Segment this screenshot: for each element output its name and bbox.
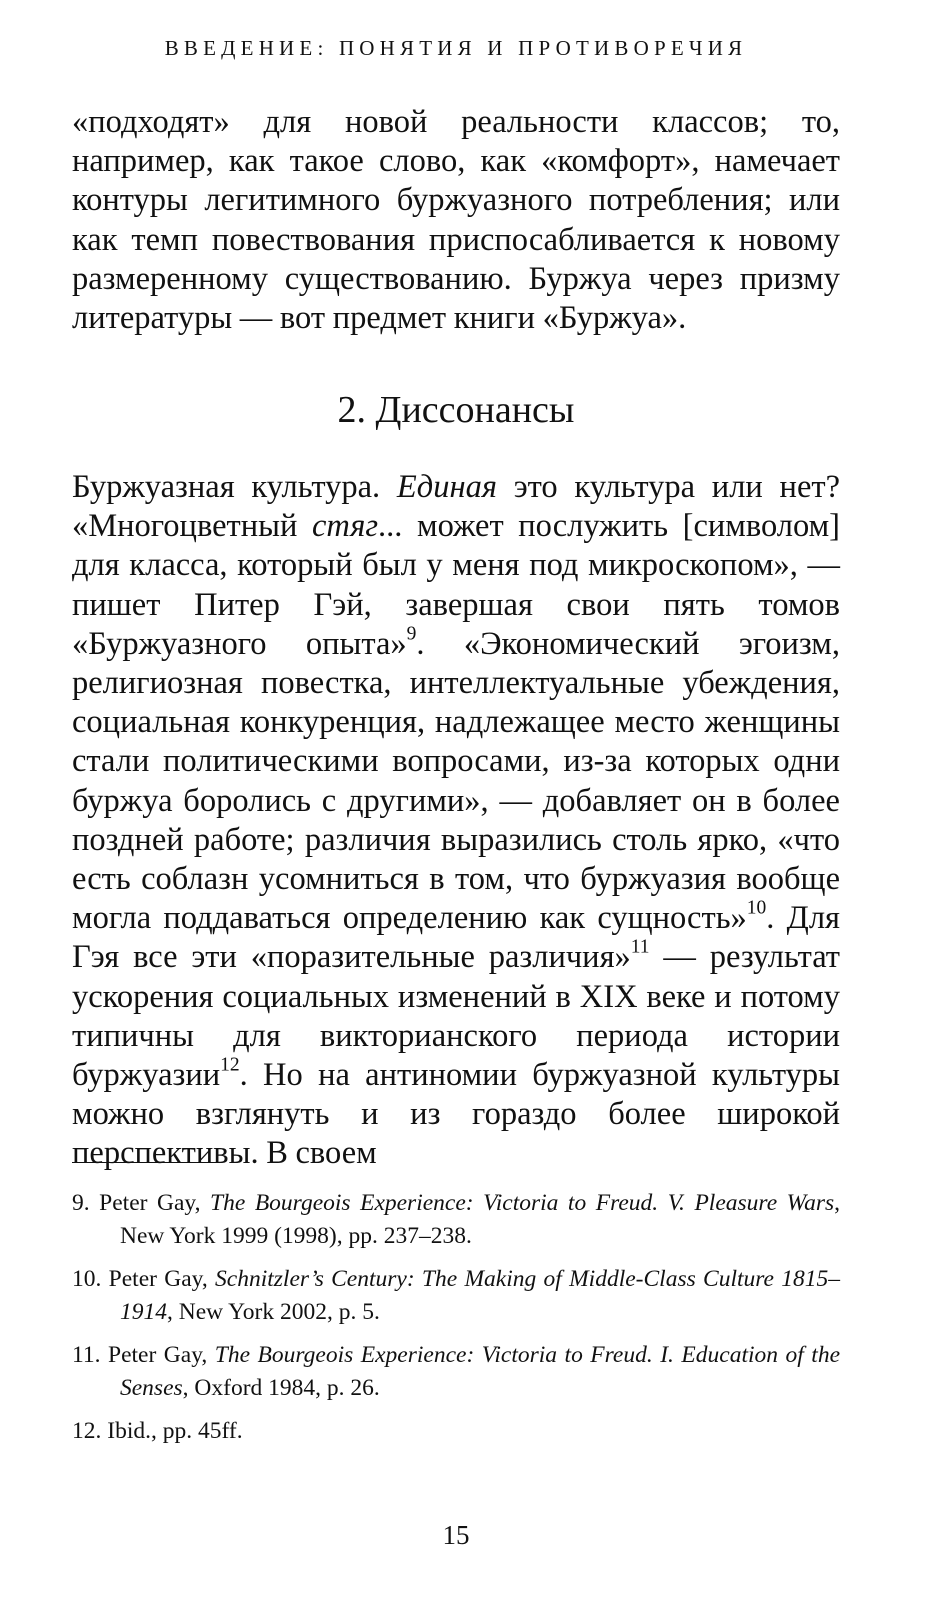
footnote-title: The Bourgeois Experience: Victoria to Freud. I. Education of the Senses [120, 1342, 840, 1401]
footnote-text: , Oxford 1984, p. 26. [182, 1375, 380, 1401]
footnote-ref[interactable]: 9 [406, 623, 417, 645]
footnotes [72, 1187, 840, 1458]
footnote-text: Peter Gay, [108, 1342, 215, 1368]
footnote-ref[interactable]: 11 [630, 936, 650, 958]
text-run: . Для Гэя все эти «поразительные различия» [72, 900, 840, 976]
footnote-item [72, 1263, 840, 1329]
text-run: — результат ускорения социальных изменений в XIX веке и потому типичны для викторианского периода истории буржуазии [72, 939, 840, 1094]
footnote-number: 9. [72, 1190, 90, 1216]
footnote-title: Schnitzler’s Century: The Making of Middle-Class Culture 1815–1914 [120, 1266, 840, 1325]
paragraph-dissonances [72, 468, 840, 1174]
footnote-number: 10. [72, 1266, 102, 1292]
footnote-ref[interactable]: 10 [746, 897, 767, 919]
footnote-text: Peter Gay, [108, 1266, 216, 1292]
footnote-text: , New York 2002, p. 5. [167, 1299, 380, 1325]
footnote-title: The Bourgeois Experience: Victoria to Freud. V. Pleasure Wars [210, 1190, 835, 1216]
footnote-item [72, 1415, 840, 1448]
footnote-number: 11. [72, 1342, 101, 1368]
text-run: . Но на антиномии буржуазной культуры можно взглянуть и из гораздо более широкой перспективы. В своем [72, 1057, 840, 1172]
text-run: . «Экономический эгоизм, религиозная повестка, интеллектуальные убеждения, социальная конкуренция, надлежащее место женщины стали политическими вопросами, из-за которых одни буржуа боролись с другими», — добавляет он в более поздней работе; различия выразились столь ярко, «что есть соблазн усомниться в том, что буржуазия вообще могла поддаваться определению как сущность» [72, 625, 840, 937]
section-title: 2. Диссонансы [337, 389, 575, 431]
footnote-text: , New York 1999 (1998), pp. 237–238. [120, 1190, 840, 1249]
paragraph-continuation: «подходят» для новой реальности классов; то, например, как такое слово, как «комфорт», намечает контуры легитимного буржуазного потребления; или как темп повествования приспосабливается к новому размеренному существованию. Буржуа через призму литературы — вот предмет книги «Буржуа». [72, 104, 840, 337]
text-run: это культура или нет? «Многоцветный [72, 469, 840, 545]
footnote-number: 12. [72, 1418, 102, 1444]
footnote-item [72, 1187, 840, 1253]
running-head: ВВЕДЕНИЕ: ПОНЯТИЯ И ПРОТИВОРЕЧИЯ [164, 36, 748, 60]
book-page [72, 0, 840, 1613]
italic-emphasis: стяг [311, 508, 379, 545]
text-run: Буржуазная культура. [72, 469, 397, 505]
footnote-divider [72, 1162, 222, 1163]
italic-emphasis: Единая [396, 469, 497, 505]
footnote-ref[interactable]: 12 [220, 1054, 240, 1076]
footnote-text: Ibid., pp. 45ff. [107, 1418, 243, 1444]
page-number: 15 [442, 1520, 470, 1550]
footnote-item [72, 1339, 840, 1405]
footnote-text: Peter Gay, [99, 1190, 211, 1216]
text-run: ... может послужить [символом] для класса, который был у меня под микроскопом», — пишет Питер Гэй, завершая свои пять томов «Буржуазного опыта» [72, 508, 841, 662]
